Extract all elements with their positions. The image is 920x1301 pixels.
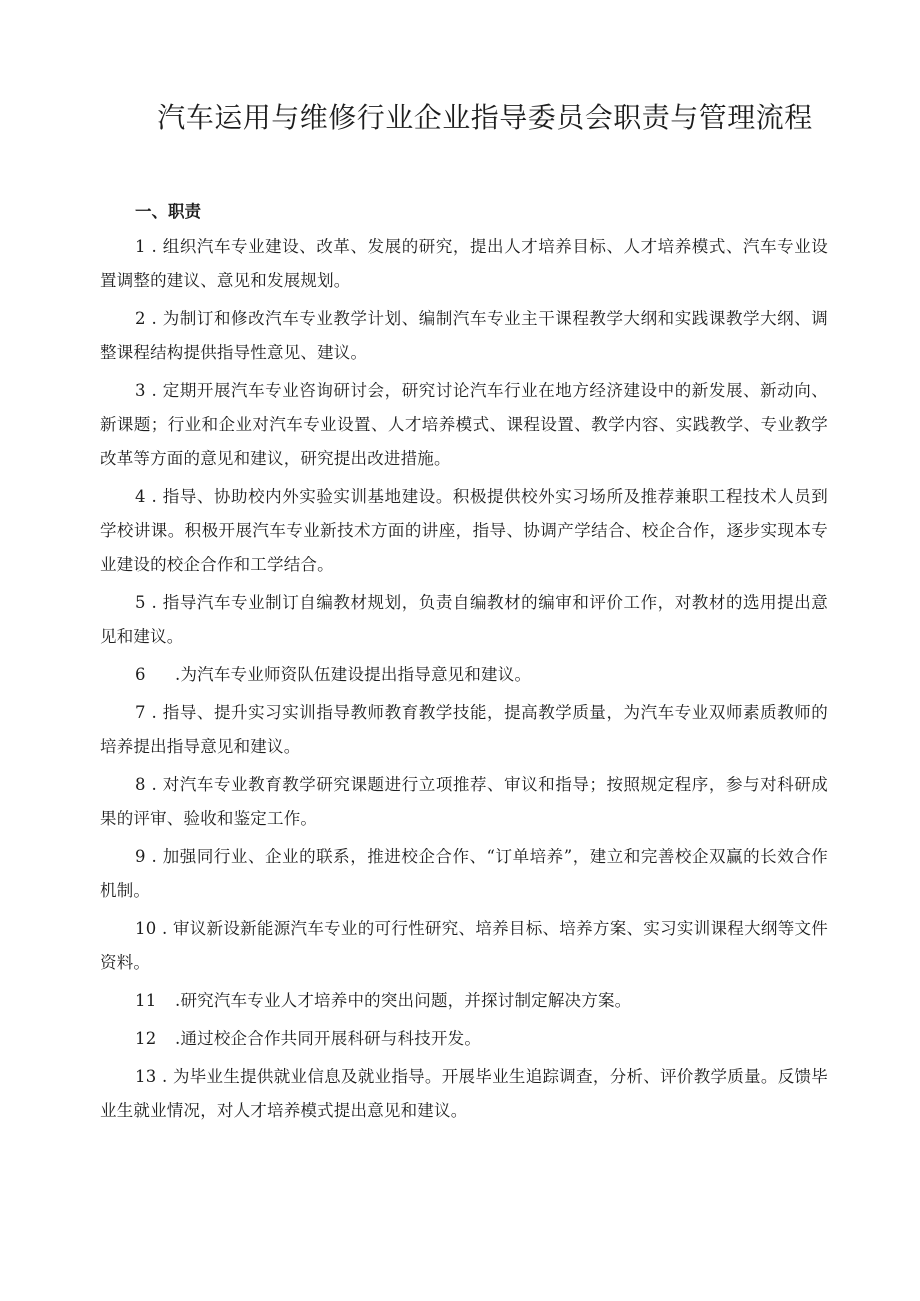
item-text: 指导、提升实习实训指导教师教育教学技能，提高教学质量，为汽车专业双师素质教师的培养提出指导意见和建议。: [100, 703, 828, 756]
item-number: 1 .: [135, 237, 163, 256]
list-item: [100, 658, 828, 692]
document-title: 汽车运用与维修行业企业指导委员会职责与管理流程: [157, 101, 813, 134]
list-item: [100, 1060, 828, 1128]
item-text: .研究汽车专业人才培养中的突出问题，并探讨制定解决方案。: [175, 991, 632, 1010]
item-text: .为汽车专业师资队伍建设提出指导意见和建议。: [175, 665, 532, 684]
item-number: 5 .: [135, 593, 163, 612]
item-number: 9 .: [135, 847, 163, 866]
item-number: 8 .: [135, 775, 163, 794]
item-text: 为制订和修改汽车专业教学计划、编制汽车专业主干课程教学大纲和实践课教学大纲、调整课程结构提供指导性意见、建议。: [100, 309, 828, 362]
item-text: 组织汽车专业建设、改革、发展的研究，提出人才培养目标、人才培养模式、汽车专业设置调整的建议、意见和发展规划。: [100, 237, 828, 290]
list-item: [100, 480, 828, 582]
list-item: [100, 912, 828, 980]
item-number: 10 .: [135, 919, 173, 938]
item-number: 2 .: [135, 309, 163, 328]
list-item: [100, 1022, 828, 1056]
list-item: [100, 840, 828, 908]
responsibilities-list: [100, 230, 828, 1132]
item-text: 定期开展汽车专业咨询研讨会，研究讨论汽车行业在地方经济建设中的新发展、新动向、新课题；行业和企业对汽车专业设置、人才培养模式、课程设置、教学内容、实践教学、专业教学改革等方面的意见和建议，研究提出改进措施。: [100, 381, 828, 468]
item-number: 6: [135, 665, 146, 684]
item-number: 4 .: [135, 487, 163, 506]
item-number: 12: [135, 1029, 157, 1048]
list-item: [100, 374, 828, 476]
section-heading: 一、职责: [135, 202, 201, 221]
item-number: 7 .: [135, 703, 163, 722]
list-item: [100, 984, 828, 1018]
item-text: 指导汽车专业制订自编教材规划，负责自编教材的编审和评价工作，对教材的选用提出意见和建议。: [100, 593, 828, 646]
item-text: .通过校企合作共同开展科研与科技开发。: [175, 1029, 482, 1048]
item-number: 11: [135, 991, 157, 1010]
item-text: 对汽车专业教育教学研究课题进行立项推荐、审议和指导；按照规定程序，参与对科研成果的评审、验收和鉴定工作。: [100, 775, 828, 828]
list-item: [100, 586, 828, 654]
item-number: 13 .: [135, 1067, 173, 1086]
list-item: [100, 696, 828, 764]
list-item: [100, 302, 828, 370]
list-item: [100, 230, 828, 298]
list-item: [100, 768, 828, 836]
item-number: 3 .: [135, 381, 163, 400]
item-text: 审议新设新能源汽车专业的可行性研究、培养目标、培养方案、实习实训课程大纲等文件资料。: [100, 919, 828, 972]
item-text: 为毕业生提供就业信息及就业指导。开展毕业生追踪调查，分析、评价教学质量。反馈毕业生就业情况，对人才培养模式提出意见和建议。: [100, 1067, 828, 1120]
item-text: 加强同行业、企业的联系，推进校企合作、“订单培养”，建立和完善校企双赢的长效合作机制。: [100, 847, 828, 900]
item-text: 指导、协助校内外实验实训基地建设。积极提供校外实习场所及推荐兼职工程技术人员到学校讲课。积极开展汽车专业新技术方面的讲座，指导、协调产学结合、校企合作，逐步实现本专业建设的校企合作和工学结合。: [100, 487, 828, 574]
